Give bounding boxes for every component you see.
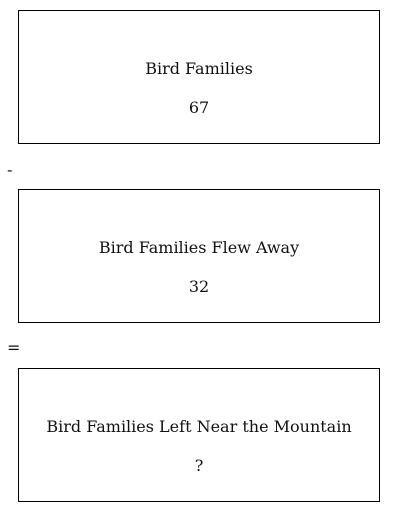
box-label: Bird Families Flew Away bbox=[98, 238, 300, 257]
box-value: ? bbox=[194, 456, 204, 475]
box-label: Bird Families bbox=[145, 59, 253, 78]
minus-operator: - bbox=[7, 160, 13, 179]
box-label: Bird Families Left Near the Mountain bbox=[46, 417, 352, 436]
box-value: 67 bbox=[188, 98, 210, 117]
total-bird-families-box bbox=[18, 10, 380, 144]
box-value: 32 bbox=[188, 277, 210, 296]
remaining-box bbox=[18, 368, 380, 502]
equals-operator: = bbox=[7, 338, 21, 357]
flew-away-box bbox=[18, 189, 380, 323]
